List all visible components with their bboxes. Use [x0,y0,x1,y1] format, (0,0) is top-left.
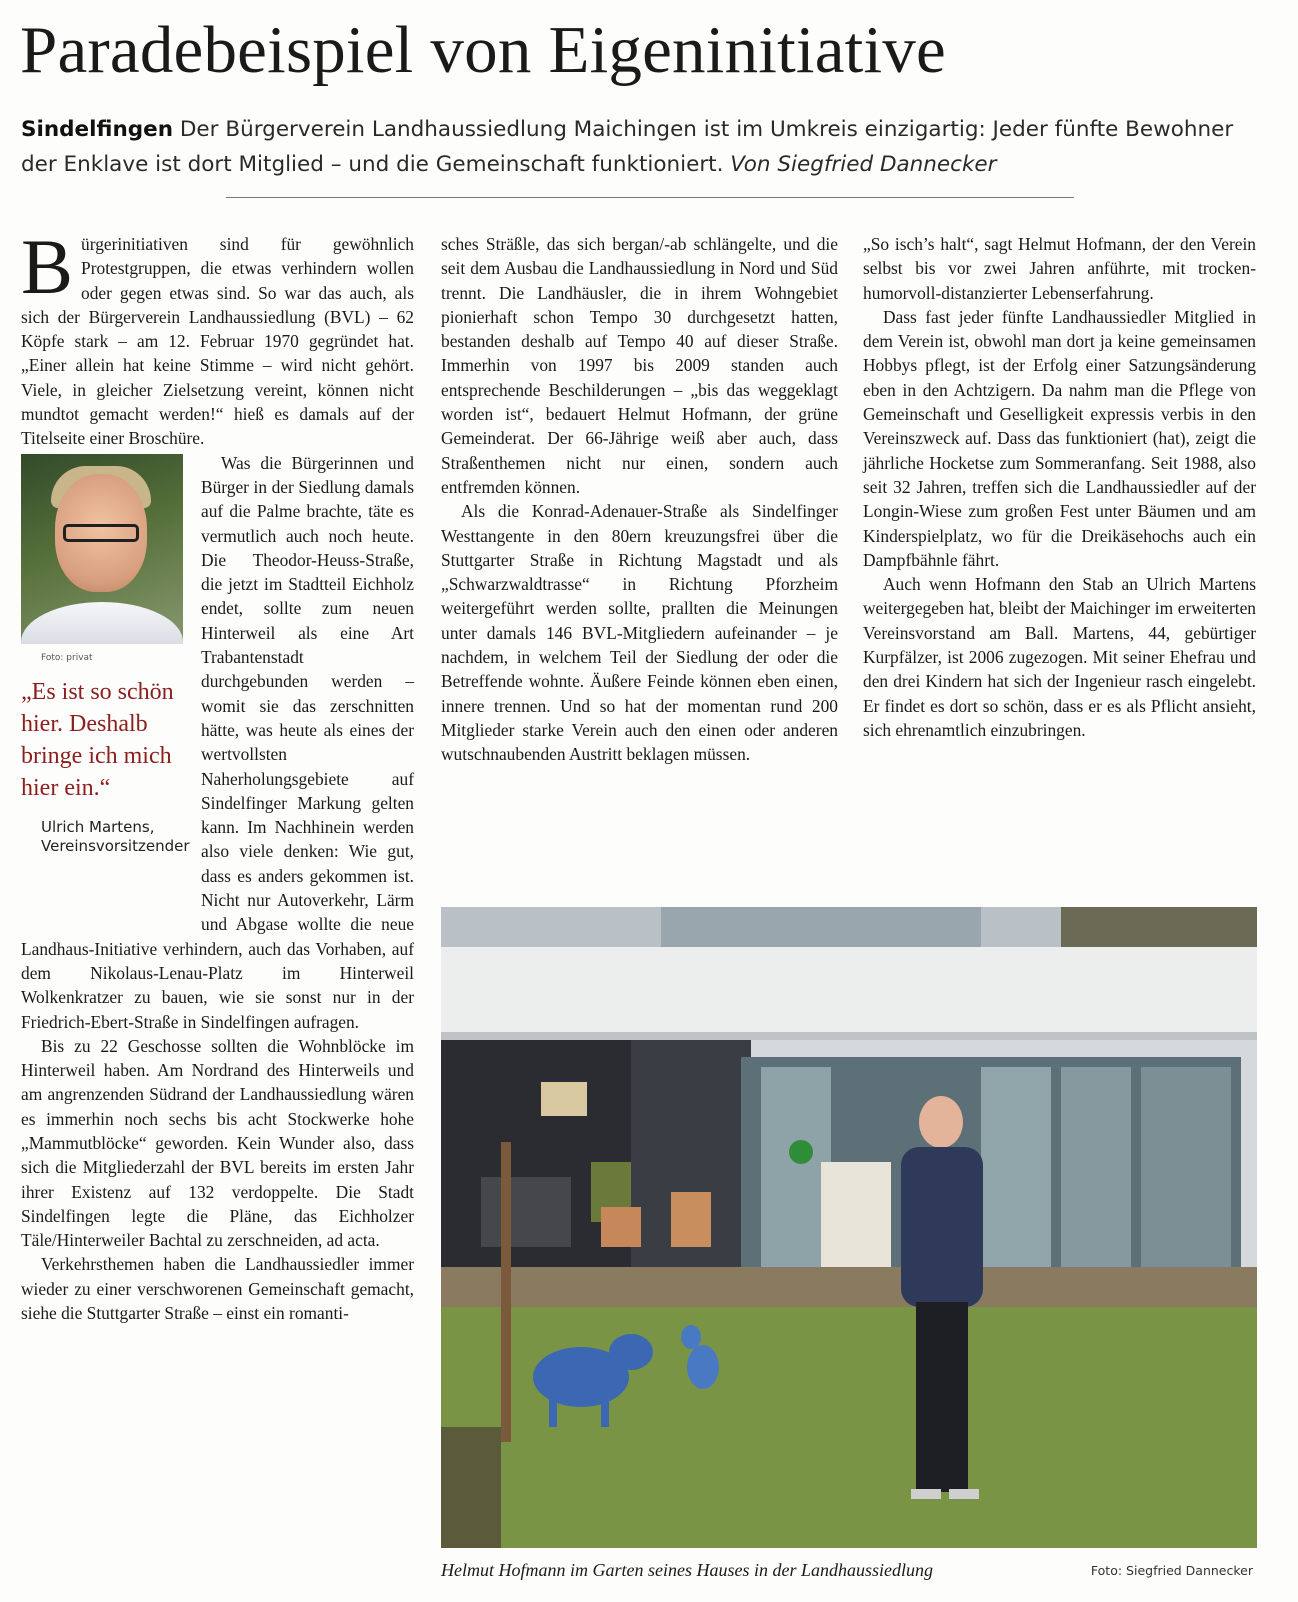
lead-paragraph [21,112,1271,182]
column1-paragraph-1 [21,223,414,451]
article-column-2 [441,232,838,767]
portrait-credit: Foto: privat [41,652,93,663]
pull-quote: „Es ist so schön hier. Deshalb bringe ich mich hier ein.“ [21,678,174,801]
divider-rule [226,197,1074,198]
column1-paragraph-1-text: ürgerinitiativen sind für gewöhnlich Protestgruppen, die etwas verhindern wollen oder gegen etwas sind. So war das auch, als sich der Bürgerverein Landhaussiedlung (BVL) – 62 Köpfe stark – am 12. Februar 1970 gegründet hat. „Einer allein hat keine Stimme – wird nicht gehört. Viele, in gleicher Zielsetzung vereint, können nicht mundtot gemacht werden!“ hieß es damals auf der Titelseite einer Broschüre. [21,234,414,449]
lead-author: Von Siegfried Dannecker [730,152,997,177]
column2-paragraph-1: sches Sträßle, das sich bergan/-ab schlängelte, und die seit dem Ausbau die Landhaussiedlung in Nord und Süd trennt. Die Landhäusler, die in ihrem Wohngebiet pionierhaft schon Tempo 30 durchgesetzt hatten, bestanden deshalb auf Tempo 40 auf dieser Straße. Immerhin von 1997 bis 2009 standen auch entsprechende Beschilderungen – „bis das weggeklagt worden ist“, bedauert Helmut Hofmann, der grüne Gemeinderat. Der 66-Jährige weiß aber auch, dass Straßenthemen nicht nur einen, sondern auch entfremden können. [441,234,838,497]
column1-paragraph-2 [21,451,414,1034]
column1-paragraph-3: Bis zu 22 Geschosse sollten die Wohnblöcke im Hinterweil haben. Am Nordrand des Hinterweils und am angrenzenden Südrand der Landhaussiedlung wären es immerhin noch sechs bis acht Stockwerke hohe „Mammutblöcke“ geworden. Kein Wunder also, dass sich die Mitgliederzahl der BVL bereits im ersten Jahr ihrer Existenz auf 132 verdoppelte. Die Stadt Sindelfingen legte die Pläne, das Eichholzer Täle/Hinterweiler Bachtal zu zerschneiden, ad acta. [21,1035,414,1251]
quote-role: Vereinsvorsitzender [41,836,190,855]
article-column-3 [863,232,1256,742]
lead-place: Sindelfingen [21,117,174,142]
quote-name: Ulrich Martens, [41,817,155,836]
column3-paragraph-2: Dass fast jeder fünfte Landhaussiedler Mitglied in dem Verein ist, obwohl man dort ja keine gemeinsamen Hobbys pflegt, ist der Erfolg einer Satzungsänderung eben in den Achtzigern. Da nahm man die Pflege von Gemeinschaft und Geselligkeit expressis verbis in den Vereinszweck auf. Dass das funktioniert (hat), zeigt die jährliche Hocketse zum Sommeranfang. Seit 1988, also seit 32 Jahren, treffen sich die Landhaussiedler auf der Longin-Wiese zum großen Fest unter Bäumen und am Kinderspielplatz, wo für die Dreikäsehochs auch ein Dampfbähnle fährt. [863,306,1256,570]
garden-photo [441,907,1257,1548]
column3-paragraph-1: „So isch’s halt“, sagt Helmut Hofmann, der den Verein selbst bis vor zwei Jahren anführte, mit trocken-humorvoll-distanzierter Lebenserfahrung. [863,234,1256,303]
column1-paragraph-4: Verkehrsthemen haben die Landhaussiedler immer wieder zu einer verschworenen Gemeinschaft gemacht, siehe die Stuttgarter Straße – einst ein romanti- [21,1254,414,1324]
headline: Paradebeispiel von Eigeninitiative [20,13,946,87]
column1-paragraph-2-text: Was die Bürgerinnen und Bürger in der Siedlung damals auf die Palme brachte, täte es vermutlich auch noch heute. Die Theodor-Heuss-Straße, die jetzt im Stadtteil Eichholz endet, sollte zum neuen Hinterweil als eine Art Trabantenstadt durchgebunden werden – womit sie das zerschnitten hätte, was heute als eines der wertvollsten Naherholungsgebiete auf Sindelfinger Markung gelten kann. Im Nachhinein werden also viele denken: Wie gut, dass es anders gekommen ist. Nicht nur Autoverkehr, Lärm und Abgase wollte die neue Landhaus-Initiative verhindern, auch das Vorhaben, auf dem Nikolaus-Lenau-Platz im Hinterweil Wolkenkratzer zu bauen, wie sie sonst nur in der Friedrich-Ebert-Straße in Sindelfingen aufragen. [21,452,414,1032]
column3-paragraph-3: Auch wenn Hofmann den Stab an Ulrich Martens weitergegeben hat, bleibt der Maichinger im erweiterten Vereinsvorstand am Ball. Martens, 44, gebürtiger Kurpfälzer, ist 2006 zugezogen. Mit seiner Ehefrau und den drei Kindern hat sich der Ingenieur rasch eingelebt. Er findet es dort so schön, dass er es als Pflicht ansieht, sich ehrenamtlich einzubringen. [863,574,1256,740]
photo-caption-text: Helmut Hofmann im Garten seines Hauses in der Landhaussiedlung [441,1560,933,1580]
lead-text: Der Bürgerverein Landhaussiedlung Maichingen ist im Umkreis einzigartig: Jeder fünfte Bewohner der Enklave ist dort Mitglied – und die Gemeinschaft funktioniert. [21,117,1234,177]
drop-cap: B [21,223,74,310]
portrait-photo [21,454,183,644]
column2-paragraph-2: Als die Konrad-Adenauer-Straße als Sindelfinger Westtangente in den 80ern kreuzungsfrei über die Stuttgarter Straße in Richtung Magstadt und als „Schwarzwaldtrasse“ in Richtung Pforzheim weitergeführt werden sollte, prallten die Meinungen unter damals 146 BVL-Mitgliedern aufeinander – je nachdem, in welchem Teil der Siedlung der oder die Betreffende wohnte. Äußere Feinde können eben einen, innere trennen. Und so hat der momentan rund 200 Mitglieder starke Verein auch den einen oder anderen wutschnaubenden Austritt beklagen müssen. [441,501,838,765]
article-column-1 [21,223,414,1325]
portrait-sidebar [21,454,189,929]
photo-credit: Foto: Siegfried Dannecker [1090,1563,1253,1578]
quote-attribution [21,818,189,856]
photo-caption [441,1555,1257,1585]
